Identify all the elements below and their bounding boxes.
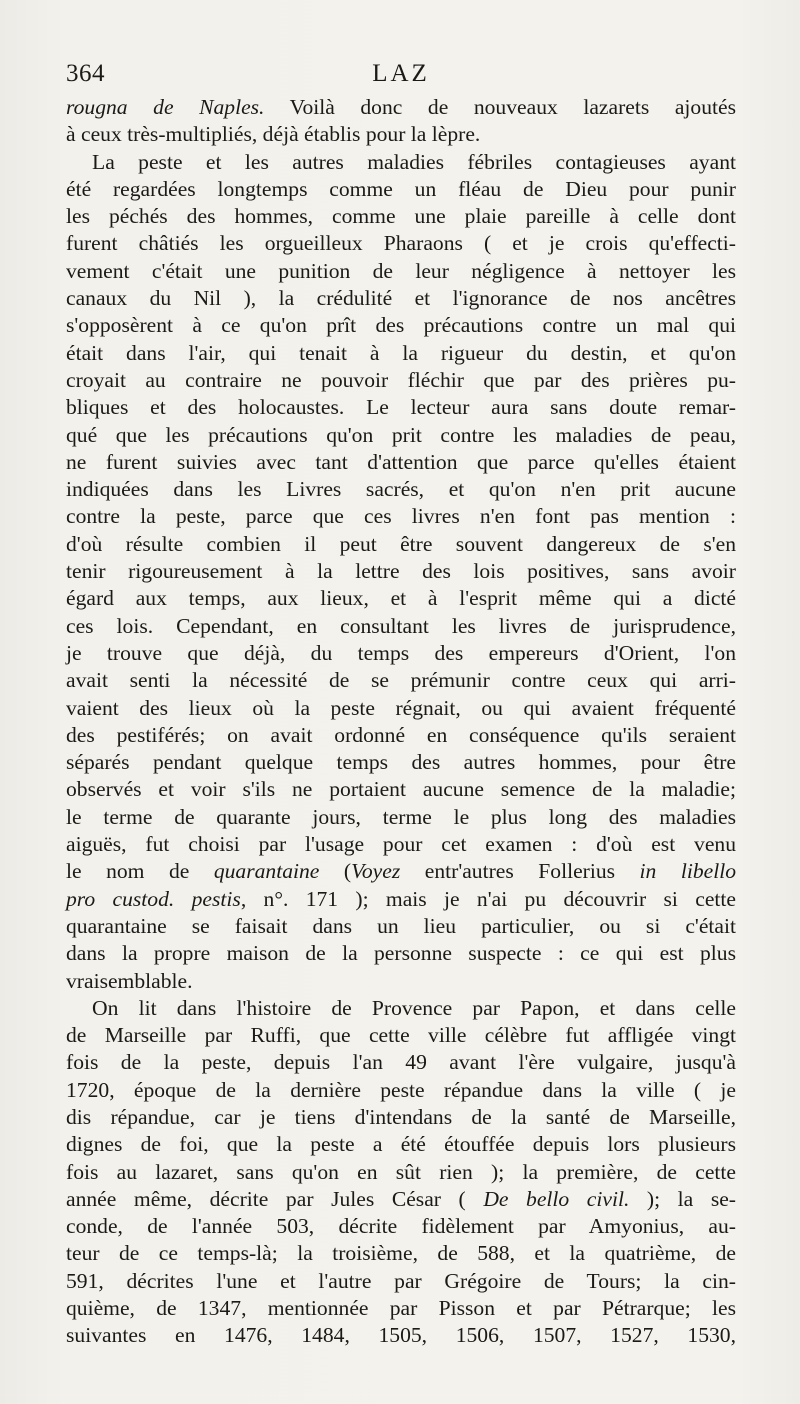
text-run: séparés pendant quelque temps des autres hommes, pour être xyxy=(66,750,736,775)
page-header xyxy=(66,60,736,94)
text-line xyxy=(66,640,736,667)
text-line xyxy=(66,285,736,312)
text-run: dis répandue, car je tiens d'intendans de la santé de Marseille, xyxy=(66,1104,736,1129)
text-line xyxy=(66,1049,736,1076)
text-line xyxy=(66,585,736,612)
text-line xyxy=(66,1268,736,1295)
text-run: canaux du Nil ), la crédulité et l'ignorance de nos ancêtres xyxy=(66,286,736,311)
text-run: observés et voir s'ils ne portaient aucune semence de la maladie; xyxy=(66,777,736,802)
text-line xyxy=(66,749,736,776)
text-run: ces lois. Cependant, en consultant les livres de jurisprudence, xyxy=(66,613,736,638)
text-run: été regardées longtemps comme un fléau de Dieu pour punir xyxy=(66,176,736,201)
text-run: Voilà donc de nouveaux lazarets ajoutés xyxy=(264,95,736,119)
text-run: furent châtiés les orgueilleux Pharaons ( et je crois qu'effecti- xyxy=(66,231,736,256)
text-run: d'où résulte combien il peut être souvent dangereux de s'en xyxy=(66,531,736,556)
text-line xyxy=(66,776,736,803)
text-line xyxy=(66,613,736,640)
text-line xyxy=(66,340,736,367)
text-line xyxy=(66,149,736,176)
text-line xyxy=(66,367,736,394)
text-run: le nom de xyxy=(66,859,214,884)
italic-text: De bello civil. xyxy=(483,1186,630,1211)
page-number: 364 xyxy=(66,60,105,87)
text-run: qué que les précautions qu'on prit contre les maladies de peau, xyxy=(66,422,736,447)
text-line xyxy=(66,558,736,585)
italic-text: quarantaine xyxy=(213,859,320,884)
body-text xyxy=(66,94,736,1350)
text-run: teur de ce temps-là; la troisième, de 588, et la quatrième, de xyxy=(66,1241,736,1266)
text-run: La peste et les autres maladies fébriles contagieuses ayant xyxy=(92,149,736,174)
text-line xyxy=(66,1131,736,1158)
text-run: vaient des lieux où la peste régnait, ou qui avaient fréquenté xyxy=(66,695,736,720)
italic-text: rougna de Naples. xyxy=(66,95,265,119)
text-run: tenir rigoureusement à la lettre des lois positives, sans avoir xyxy=(66,559,736,584)
text-line xyxy=(66,203,736,230)
text-run: fois de la peste, depuis l'an 49 avant l'ère vulgaire, jusqu'à xyxy=(66,1050,736,1075)
text-run: vraisemblable. xyxy=(66,968,193,993)
text-line xyxy=(66,230,736,257)
text-run: le terme de quarante jours, terme le plus long des maladies xyxy=(66,804,736,829)
text-line xyxy=(66,449,736,476)
text-run: s'opposèrent à ce qu'on prît des précautions contre un mal qui xyxy=(66,313,736,338)
text-run: indiquées dans les Livres sacrés, et qu'on n'en prit aucune xyxy=(66,477,736,502)
text-run: quième, de 1347, mentionnée par Pisson et par Pétrarque; les xyxy=(66,1296,736,1321)
italic-text: pro custod. pestis xyxy=(66,886,241,911)
text-line xyxy=(66,940,736,967)
text-line xyxy=(66,1077,736,1104)
text-run: quarantaine se faisait dans un lieu particulier, ou si c'était xyxy=(66,913,736,938)
text-line xyxy=(66,476,736,503)
text-line xyxy=(66,394,736,421)
text-line xyxy=(66,804,736,831)
text-run: bliques et des holocaustes. Le lecteur aura sans doute remar- xyxy=(66,395,736,420)
text-run: dignes de foi, que la peste a été étouffée depuis lors plusieurs xyxy=(66,1132,736,1157)
text-line xyxy=(66,968,736,995)
text-line xyxy=(66,176,736,203)
text-run: avait senti la nécessité de se prémunir contre ceux qui arri- xyxy=(66,668,736,693)
text-run: je trouve que déjà, du temps des empereurs d'Orient, l'on xyxy=(66,640,736,665)
text-run: conde, de l'année 503, décrite fidèlement par Amyonius, au- xyxy=(66,1214,736,1239)
text-run: de Marseille par Ruffi, que cette ville célèbre fut affligée vingt xyxy=(66,1023,736,1048)
text-run: ); la se- xyxy=(629,1186,736,1211)
text-run: aiguës, fut choisi par l'usage pour cet examen : d'où est venu xyxy=(66,832,736,857)
text-run: dans la propre maison de la personne suspecte : ce qui est plus xyxy=(66,941,736,966)
text-line xyxy=(66,667,736,694)
text-run: croyait au contraire ne pouvoir fléchir que par des prières pu- xyxy=(66,367,736,392)
text-line xyxy=(66,422,736,449)
text-run: des pestiférés; on avait ordonné en conséquence qu'ils seraient xyxy=(66,722,736,747)
text-line xyxy=(66,722,736,749)
text-line xyxy=(66,531,736,558)
text-run: les péchés des hommes, comme une plaie pareille à celle dont xyxy=(66,204,736,229)
text-line xyxy=(66,1104,736,1131)
text-line xyxy=(66,121,736,148)
text-line xyxy=(66,995,736,1022)
text-line xyxy=(66,1213,736,1240)
text-line xyxy=(66,503,736,530)
text-run: vement c'était une punition de leur négligence à nettoyer les xyxy=(66,258,736,283)
text-run: égard aux temps, aux lieux, et à l'esprit même qui a dicté xyxy=(66,586,736,611)
text-run: ( xyxy=(319,859,352,884)
text-run: , n°. 171 ); mais je n'ai pu découvrir si cette xyxy=(240,886,736,911)
text-run: année même, décrite par Jules César ( xyxy=(66,1186,484,1211)
text-line xyxy=(66,258,736,285)
text-line xyxy=(66,913,736,940)
text-run: à ceux très-multipliés, déjà établis pour la lèpre. xyxy=(66,122,481,147)
text-line xyxy=(66,695,736,722)
text-run: suivantes en 1476, 1484, 1505, 1506, 1507, 1527, 1530, xyxy=(66,1323,736,1348)
text-line xyxy=(66,1022,736,1049)
text-run: On lit dans l'histoire de Provence par Papon, et dans celle xyxy=(92,995,736,1020)
text-run: 591, décrites l'une et l'autre par Grégoire de Tours; la cin- xyxy=(66,1268,736,1293)
text-run: ne furent suivies avec tant d'attention que parce qu'elles étaient xyxy=(66,449,736,474)
running-head: LAZ xyxy=(372,60,430,87)
text-run: était dans l'air, qui tenait à la rigueur du destin, et qu'on xyxy=(66,340,736,365)
text-line xyxy=(66,1186,736,1213)
text-run: fois au lazaret, sans qu'on en sût rien ); la première, de cette xyxy=(66,1159,736,1184)
text-line xyxy=(66,831,736,858)
text-line xyxy=(66,858,736,885)
text-run: contre la peste, parce que ces livres n'en font pas mention : xyxy=(66,504,736,529)
text-line xyxy=(66,1159,736,1186)
text-line xyxy=(66,886,736,913)
italic-text: Voyez xyxy=(351,859,401,884)
text-run: 1720, époque de la dernière peste répandue dans la ville ( je xyxy=(66,1077,736,1102)
text-line xyxy=(66,312,736,339)
italic-text: in libello xyxy=(639,859,737,884)
text-run: entr'autres Follerius xyxy=(400,859,640,884)
text-line xyxy=(66,94,736,121)
text-line xyxy=(66,1295,736,1322)
text-line xyxy=(66,1322,736,1349)
text-line xyxy=(66,1240,736,1267)
